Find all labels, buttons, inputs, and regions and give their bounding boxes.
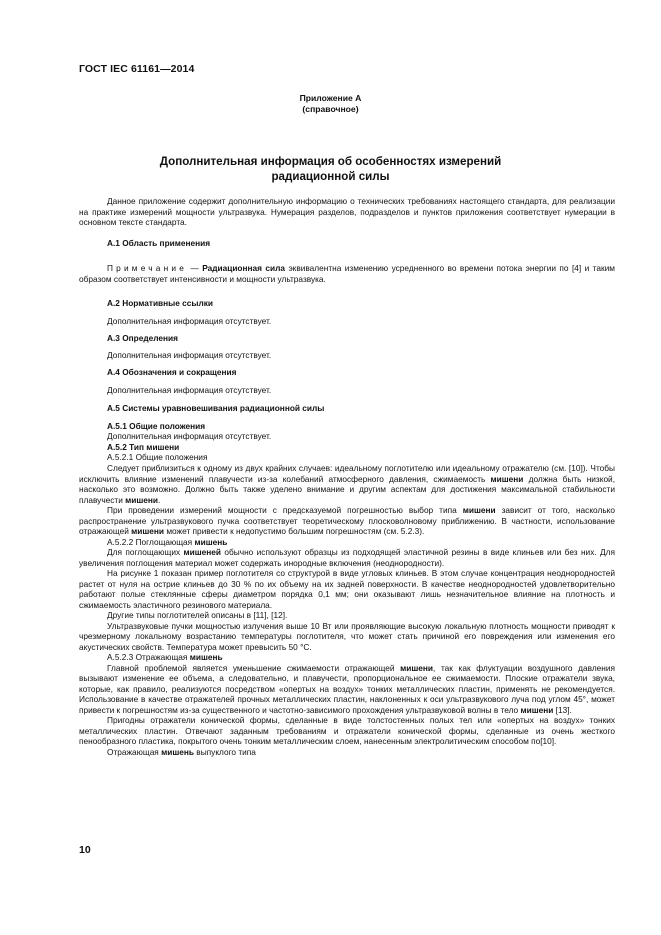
subsection-a52-heading: А.5.2 Тип мишени bbox=[107, 442, 180, 452]
page-number: 10 bbox=[79, 844, 91, 856]
section-a1-heading: А.1 Область применения bbox=[107, 238, 211, 248]
note-term: Радиационная сила bbox=[202, 263, 286, 273]
a52-body-block bbox=[79, 463, 615, 757]
clause-a523-heading: А.5.2.3 Отражающая мишень bbox=[107, 652, 223, 662]
standard-header: ГОСТ IEC 61161—2014 bbox=[79, 63, 195, 75]
annex-type: (справочное) bbox=[302, 104, 359, 114]
section-a4-text: Дополнительная информация отсутствует. bbox=[107, 385, 272, 395]
intro-paragraph bbox=[79, 196, 615, 228]
clause-a522-heading: А.5.2.2 Поглощающая мишень bbox=[107, 536, 228, 547]
paragraph: Другие типы поглотителей описаны в [11], [12]. bbox=[107, 610, 288, 620]
annex-title-line-2: радиационной силы bbox=[271, 170, 390, 183]
paragraph: Пригодны отражатели конической формы, сделанные в виде толстостенных полых тел или «опертых на воздух» тонких металлических пластин. Отвечают заданным требованиям и отражатели конической формы, сделанные из очень жесткого пенообразного пластика, покрытого очень тонким металлическим слоем, нанесенным электролитическим способом по[10]. bbox=[79, 715, 615, 746]
section-a3-text: Дополнительная информация отсутствует. bbox=[107, 350, 272, 360]
intro-text: Данное приложение содержит дополнительную информацию о технических требованиях настоящего стандарта, для реализации на практике измерений мощности ультразвука. Нумерация разделов, подразделов и пунктов приложения соответствует нумерации в основном тексте стандарта. bbox=[79, 196, 615, 227]
paragraph: Отражающая мишень выпуклого типа bbox=[107, 746, 256, 757]
clause-a521-heading: А.5.2.1 Общие положения bbox=[107, 452, 208, 462]
paragraph: Для поглощающих мишеней обычно используют образцы из подходящей эластичной резины в виде клиньев или без них. Для увеличения поглощения материал может содержать инородные включения (неоднородности). bbox=[79, 547, 615, 568]
paragraph: Главной проблемой является уменьшение сжимаемости отражающей мишени, так как флуктуации воздушного давления вызывают изменение ее объема, а следовательно, и плавучести, пропорциональное ее сжимаемости. Плоские отражатели звука, которые, как правило, реализуются посредством «опертых на воздух» тонких металлических пластин, применять не рекомендуется. Использование в качестве отражателей прочных металлических пластин, наклоненных к оси ультразвукового луча под углом 45°, может привести к погрешностям из-за существенного и частотно-зависимого прохождения ультразвуковой волны в тело мишени [13]. bbox=[79, 662, 615, 715]
a1-note: Примечание — Радиационная сила эквивалентна изменению усредненного во времени потока энергии по [4] и таким образом соответствует интенсивности и мощности ультразвука. bbox=[79, 263, 615, 284]
annex-title-line-1: Дополнительная информация об особенностях измерений bbox=[159, 155, 502, 168]
section-a3-heading: А.3 Определения bbox=[107, 333, 178, 343]
note-label: Примечание bbox=[107, 263, 188, 273]
subsection-a51-heading: А.5.1 Общие положения bbox=[107, 421, 206, 431]
paragraph: При проведении измерений мощности с предсказуемой погрешностью выбор типа мишени зависит от того, насколько распространение ультразвукового пучка соответствует теоретическому плосковолновому приближению. В частности, использование отражающей мишени может привести к недопустимо большим погрешностям (см. 5.2.3). bbox=[79, 505, 615, 536]
section-a5-heading: А.5 Системы уравновешивания радиационной силы bbox=[107, 403, 325, 413]
paragraph: Ультразвуковые пучки мощностью излучения выше 10 Вт или проявляющие высокую локальную плотность мощности приводят к чрезмерному локальному возрастанию температуры поглотителя, что может стать причиной его повреждения или изменения его акустических свойств. Температура может превысить 50 °С. bbox=[79, 620, 615, 652]
section-a2-text: Дополнительная информация отсутствует. bbox=[107, 316, 272, 326]
section-a2-heading: А.2 Нормативные ссылки bbox=[107, 298, 213, 308]
section-a4-heading: А.4 Обозначения и сокращения bbox=[107, 367, 237, 377]
annex-label: Приложение А bbox=[299, 93, 362, 103]
paragraph: На рисунке 1 показан пример поглотителя со структурой в виде угловых клиньев. В этом случае концентрация неоднородностей растет от нуля на острие клиньев до 30 % по их объему на их задней поверхности. В качестве неоднородностей удовлетворительно работают полые стеклянные сферы диаметром порядка 0,1 мм; они оказывают лишь незначительное влияние на плотность и сжимаемость эластичного резинового материала. bbox=[79, 568, 615, 610]
subsection-a51-text: Дополнительная информация отсутствует. bbox=[107, 431, 272, 441]
paragraph: Следует приблизиться к одному из двух крайних случаев: идеальному поглотителю или идеальному отражателю (см. [10]). Чтобы исключить влияние изменений плавучести из-за колебаний атмосферного давления, сжимаемость мишени должна быть низкой, насколько это возможно. Должно быть также уделено внимание и другим аспектам для достижения максимальной стабильности плавучести мишени. bbox=[79, 463, 615, 505]
